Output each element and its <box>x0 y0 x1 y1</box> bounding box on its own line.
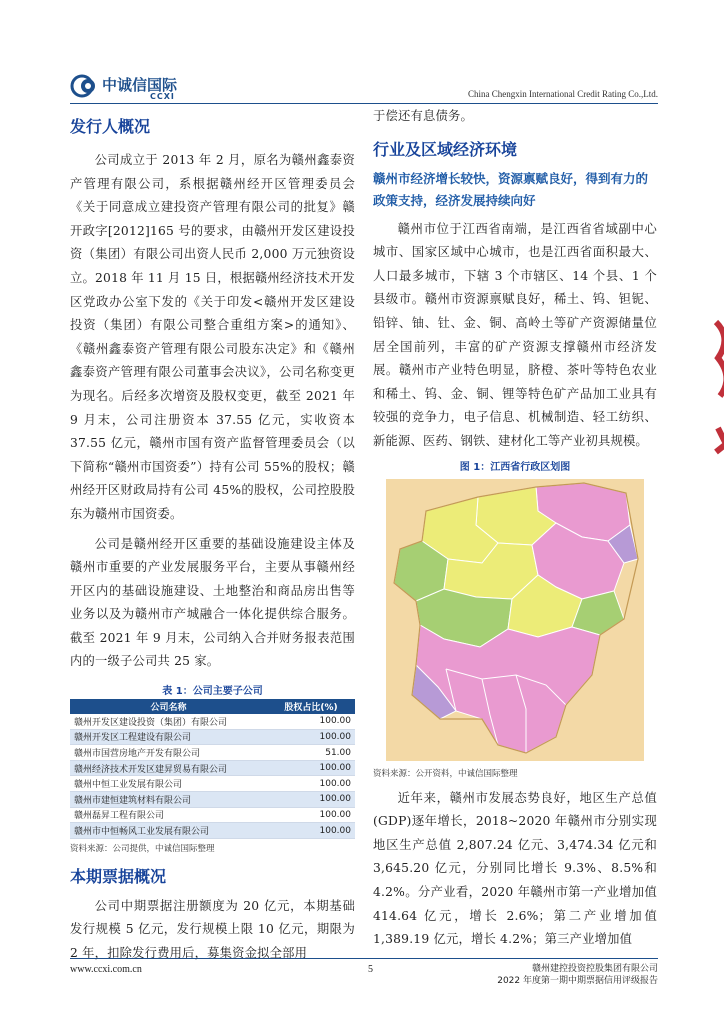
table-row <box>70 823 355 839</box>
company-name-cell: 赣州开发区工程建设有限公司 <box>70 729 267 745</box>
industry-paragraph-2: 近年来，赣州市发展态势良好，地区生产总值(GDP)逐年增长，2018~2020 年赣州市分别实现地区生产总值 2,807.24 亿元、3,474.34 亿元和 3,645.20 亿元，分别同比增长 9.3%、8.5%和 4.2%。分产业看，2020 年赣州市第一产业增加值 414.64 亿元，增长 2.6%；第二产业增加值 1,389.19 亿元，增长 4.2%；第三产业增加值 <box>373 790 657 947</box>
table-row <box>70 776 355 792</box>
page-number: 5 <box>368 964 373 975</box>
company-name-cell: 赣州开发区建设投资（集团）有限公司 <box>70 714 267 729</box>
subsidiary-table-title: 表 1：公司主要子公司 <box>162 686 263 698</box>
share-cell: 100.00 <box>267 823 355 839</box>
table-row <box>70 714 355 729</box>
jiangxi-map <box>386 479 644 761</box>
header-divider <box>70 103 658 104</box>
company-name-cell: 赣州市国营房地产开发有限公司 <box>70 745 267 761</box>
logo-cn: 中诚信国际 <box>102 76 178 94</box>
table-header-name: 公司名称 <box>70 699 267 714</box>
industry-paragraph-1: 赣州市位于江西省南端，是江西省省域副中心城市、国家区域中心城市，也是江西省面积最大、人口最多城市，下辖 3 个市辖区、14 个县、1 个县级市。赣州市资源禀赋良好，稀土、钨、钽铌、铅锌、铀、钍、金、铜、高岭土等矿产资源储量位居全国前列，丰富的矿产资源支撑赣州市经济发展。赣州市产业特色明显，脐橙、茶叶等特色农业和稀土、钨、金、铜、锂等特色矿产品加工业具有较强的竞争力，电子信息、机械制造、轻工纺织、新能源、医药、钢铁、建材化工等产业初具规模。 <box>373 221 657 448</box>
company-en-name: China Chengxin International Credit Rating Co.,Ltd. <box>468 89 658 99</box>
logo-en: CCXI <box>150 92 175 101</box>
continued-text: 于偿还有息债务。 <box>373 109 473 123</box>
industry-subheading: 赣州市经济增长较快，资源禀赋良好，得到有力的政策支持，经济发展持续向好 <box>373 170 649 208</box>
issuer-paragraph-2: 公司是赣州经开区重要的基础设施建设主体及赣州市重要的产业发展服务平台，主要从事赣州经开区内的基础设施建设、土地整治和商品房出售等业务以及为赣州市产城融合一体化提供综合服务。截至 2021 年 9 月末，公司纳入合并财务报表范围内的一级子公司共 25 家。 <box>70 536 355 669</box>
company-name-cell: 赣州经济技术开发区建昇贸易有限公司 <box>70 760 267 776</box>
notes-section-title: 本期票据概况 <box>70 866 167 886</box>
table-row <box>70 792 355 808</box>
table-source: 资料来源：公司提供，中诚信国际整理 <box>70 843 215 854</box>
share-cell: 100.00 <box>267 792 355 808</box>
ccxi-logo-icon <box>70 74 100 98</box>
header <box>70 72 658 102</box>
subsidiary-table <box>70 699 355 839</box>
company-name-cell: 赣州中恒工业发展有限公司 <box>70 776 267 792</box>
share-cell: 100.00 <box>267 714 355 729</box>
footer-divider <box>70 958 658 959</box>
left-column <box>70 108 355 966</box>
seal-fragment-icon <box>712 318 724 458</box>
issuer-paragraph-1: 公司成立于 2013 年 2 月，原名为赣州鑫泰资产管理有限公司，系根据赣州经开区管理委员会《关于同意成立建投资产管理有限公司的批复》赣开政字[2012]165 号的要求，由赣州开发区建设投资（集团）有限公司出资人民币 2,000 万元独资设立。2018 年 11 月 15 日，根据赣州经济技术开发区党政办公室下发的《关于印发<赣州开发区建设投资（集团）有限公司整合重组方案>的通知》、《赣州鑫泰资产管理有限公司股东决定》和《赣州鑫泰资产管理有限公司董事会决议》，公司名称变更为现名。后经多次增资及股权变更，截至 2021 年 9 月末，公司注册资本 37.55 亿元，实收资本 37.55 亿元，赣州市国有资产监督管理委员会（以下简称“赣州市国资委”）持有公司 55%的股权；赣州经开区财政局持有公司 45%的股权，公司控股股东为赣州市国资委。 <box>70 153 355 521</box>
industry-section-title: 行业及区域经济环境 <box>373 139 518 159</box>
table-row <box>70 760 355 776</box>
company-name-cell: 赣州磊昇工程有限公司 <box>70 807 267 823</box>
map-figure-title: 图 1：江西省行政区划图 <box>459 461 571 473</box>
table-row <box>70 729 355 745</box>
share-cell: 100.00 <box>267 807 355 823</box>
share-cell: 51.00 <box>267 745 355 761</box>
table-row <box>70 745 355 761</box>
table-row <box>70 807 355 823</box>
footer-company: 赣州建控投资控股集团有限公司 <box>531 964 658 974</box>
issuer-section-title: 发行人概况 <box>70 117 151 136</box>
company-name-cell: 赣州市中恒畅风工业发展有限公司 <box>70 823 267 839</box>
footer-report-info <box>497 963 658 987</box>
company-name-cell: 赣州市建恒建筑材料有限公司 <box>70 792 267 808</box>
footer-url[interactable]: www.ccxi.com.cn <box>70 964 142 975</box>
footer-report-name: 2022 年度第一期中期票据信用评级报告 <box>497 976 658 986</box>
map-source: 资料来源：公开资料，中诚信国际整理 <box>373 768 518 779</box>
notes-paragraph: 公司中期票据注册额度为 20 亿元，本期基础发行规模 5 亿元，发行规模上限 10 亿元，期限为 2 年，扣除发行费用后，募集资金拟全部用 <box>70 898 355 960</box>
table-header-row <box>70 699 355 714</box>
table-header-share: 股权占比(%) <box>267 699 355 714</box>
share-cell: 100.00 <box>267 729 355 745</box>
share-cell: 100.00 <box>267 776 355 792</box>
right-column <box>373 105 657 952</box>
share-cell: 100.00 <box>267 760 355 776</box>
